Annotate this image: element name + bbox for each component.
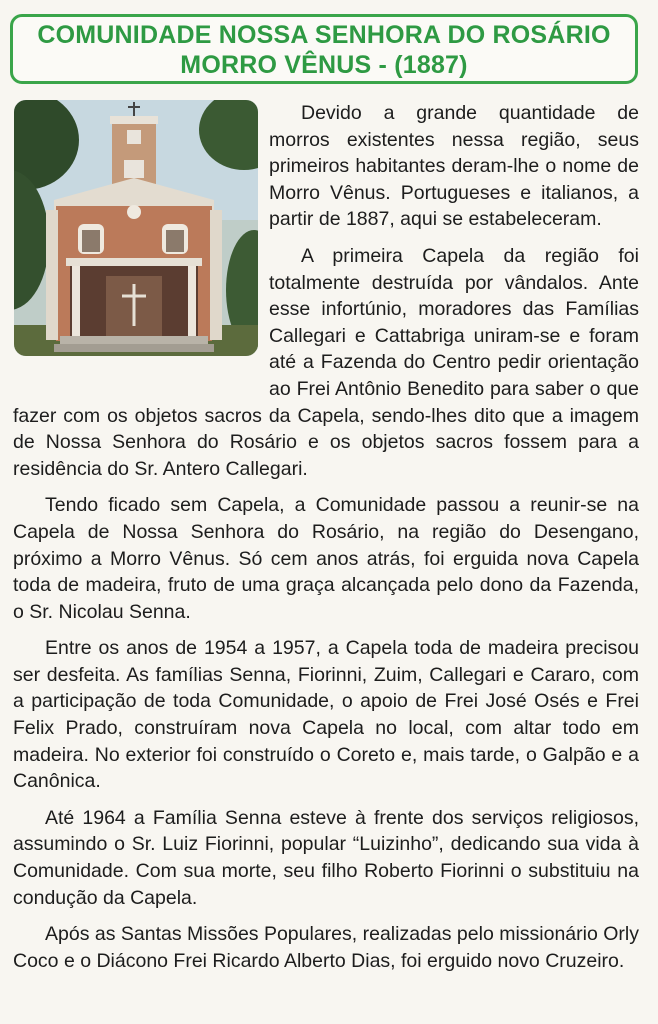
photo-spacer [13,100,269,382]
paragraph: Após as Santas Missões Populares, realizadas pelo missionário Orly Coco e o Diácono Frei Ricardo Alberto Dias, foi erguido novo Cruzeiro. [13,923,639,972]
article-body [13,100,639,984]
paragraph: Entre os anos de 1954 a 1957, a Capela toda de madeira precisou ser desfeita. As famílias Senna, Fiorinni, Zuim, Callegari e Cararo, com a participação de toda Comunidade, o apoio de Frei José Osés e Frei Felix Prado, construíram nova Capela no local, com altar todo em madeira. No exterior foi construído o Coreto e, mais tarde, o Galpão e a Canônica. [13,637,639,793]
page-title: COMUNIDADE NOSSA SENHORA DO ROSÁRIO [37,21,611,49]
paragraph: Até 1964 a Família Senna esteve à frente dos serviços religiosos, assumindo o Sr. Luiz Fiorinni, popular “Luizinho”, dedicando sua vida à Comunidade. Com sua morte, seu filho Roberto Fiorinni o substituiu na condução da Capela. [13,806,639,909]
page-subtitle: MORRO VÊNUS - (1887) [180,51,468,79]
paragraph: Tendo ficado sem Capela, a Comunidade passou a reunir-se na Capela de Nossa Senhora do Rosário, na região do Desengano, próximo a Morro Vênus. Só cem anos atrás, foi erguida nova Capela toda de madeira, fruto de uma graça alcançada pelo dono da Fazenda, o Sr. Nicolau Senna. [13,494,639,623]
paragraph: Devido a grande quantidade de morros existentes nessa região, seus primeiros habitantes deram-lhe o nome de Morro Vênus. Portugueses e italianos, a partir de 1887, aqui se estabeleceram. [269,102,639,231]
title-box [10,14,638,84]
paragraph: A primeira Capela da região foi totalmente destruída por vândalos. Ante esse infortúnio, moradores das Famílias Callegari e Cattabriga uniram-se e foram até a Fazenda do Centro pedir orientação ao Frei Antônio Benedito para saber o que fazer com os objetos sacros da Capela, sendo-lhes dito que a imagem de Nossa Senhora do Rosário e os objetos sacros fossem para a residência do Sr. Antero Callegari. [13,244,639,480]
